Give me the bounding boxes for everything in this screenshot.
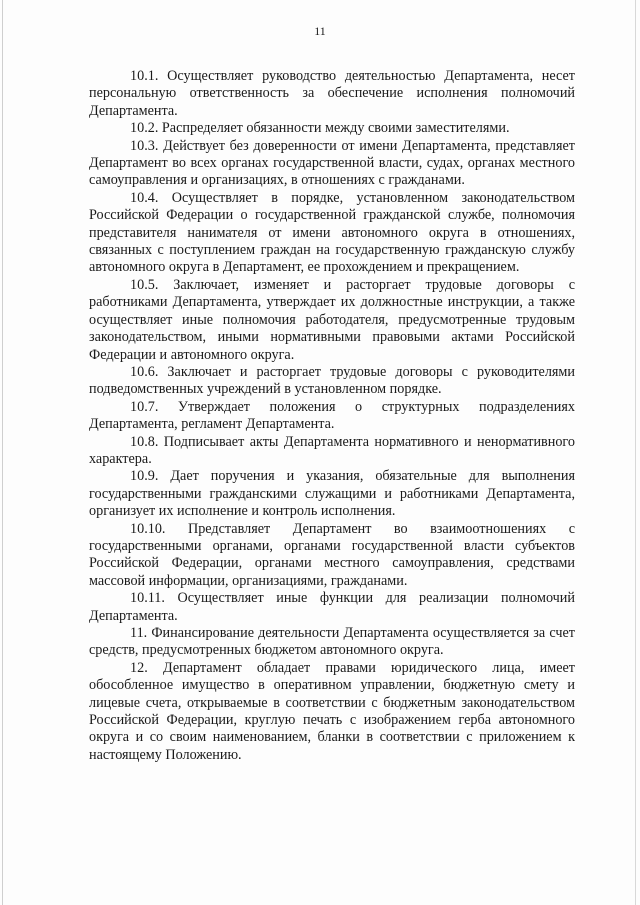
- paragraph-10-5: 10.5. Заключает, изменяет и расторгает трудовые договоры с работниками Департамента, утверждает их должностные инструкции, а также осуществляет иные полномочия работодателя, предусмотренные трудовым законодательством, иными нормативными правовыми актами Российской Федерации и автономного округа.: [89, 276, 575, 363]
- scan-edge-right: [635, 0, 636, 905]
- paragraph-10-2: 10.2. Распределяет обязанности между своими заместителями.: [130, 120, 510, 137]
- document-body: [89, 68, 575, 764]
- paragraph-10-11: 10.11. Осуществляет иные функции для реализации полномочий Департамента.: [89, 590, 575, 624]
- paragraph-12: 12. Департамент обладает правами юридического лица, имеет обособленное имущество в оперативном управлении, бюджетную смету и лицевые счета, открываемые в соответствии с бюджетным законодательством Российской Федерации, круглую печать с изображением герба автономного округа и со своим наименованием, бланки в соответствии с приложением к настоящему Положению.: [89, 659, 575, 763]
- paragraph-10-1: 10.1. Осуществляет руководство деятельностью Департамента, несет персональную ответственность за обеспечение исполнения полномочий Департамента.: [89, 68, 575, 119]
- paragraph-10-4: 10.4. Осуществляет в порядке, установленном законодательством Российской Федерации о государственной гражданской службе, полномочия представителя нанимателя от имени автономного округа в отношениях, связанных с поступлением граждан на государственную гражданскую службу автономного округа в Департамент, ее прохождением и прекращением.: [89, 189, 575, 276]
- paragraph-10-10: 10.10. Представляет Департамент во взаимоотношениях с государственными органами, органами государственной власти субъектов Российской Федерации, органами местного самоуправления, средствами массовой информации, организациями, гражданами.: [89, 520, 575, 589]
- scan-edge-left: [2, 0, 3, 905]
- paragraph-10-3: 10.3. Действует без доверенности от имени Департамента, представляет Департамент во всех органах государственной власти, судах, органах местного самоуправления и организациях, в отношениях с гражданами.: [89, 137, 575, 189]
- paragraph-10-7: 10.7. Утверждает положения о структурных подразделениях Департамента, регламент Департамента.: [89, 398, 575, 433]
- page-number: 11: [314, 24, 326, 38]
- paragraph-10-8: 10.8. Подписывает акты Департамента нормативного и ненормативного характера.: [89, 433, 575, 467]
- paragraph-11: 11. Финансирование деятельности Департамента осуществляется за счет средств, предусмотренных бюджетом автономного округа.: [89, 625, 575, 659]
- paragraph-10-9: 10.9. Дает поручения и указания, обязательные для выполнения государственными гражданскими служащими и работниками Департамента, организует их исполнение и контроль исполнения.: [89, 468, 575, 520]
- paragraph-10-6: 10.6. Заключает и расторгает трудовые договоры с руководителями подведомственных учреждений в установленном порядке.: [89, 363, 575, 398]
